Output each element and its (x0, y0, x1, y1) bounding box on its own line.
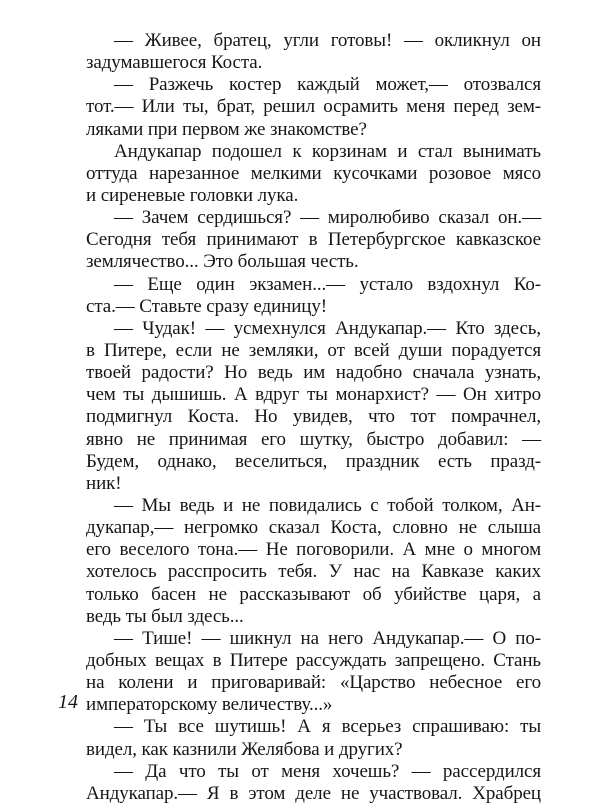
text-line: ник! (86, 472, 122, 494)
text-line: чем ты дышишь. А вдруг ты монархист? — Он хитро (86, 384, 541, 406)
page-number: 14 (58, 691, 78, 713)
text-line: подмигнул Коста. Но увидев, что тот помрачнел, (86, 406, 541, 428)
text-line: — Еще один экзамен...— устало вздохнул Ко- (114, 273, 541, 295)
text-line: только басен не рассказывают об убийстве царя, а (86, 583, 541, 605)
text-line: — Да что ты от меня хочешь? — рассердился (114, 760, 541, 782)
text-line: Андукапар подошел к корзинам и стал вынимать (114, 140, 541, 162)
text-line: Андукапар.— Я в этом деле не участвовал. Храбрец (86, 782, 541, 804)
text-line: и сиреневые головки лука. (86, 184, 299, 206)
text-line: — Живее, братец, угли готовы! — окликнул он (114, 30, 541, 51)
text-line: твоей радости? Но ведь им надобно сначала узнать, (86, 362, 541, 384)
text-line: оттуда нарезанное мелкими кусочками розовое мясо (86, 162, 541, 184)
text-line: добных вещах в Питере рассуждать запрещено. Стань (86, 649, 541, 671)
text-line: землячество... Это большая честь. (86, 251, 359, 273)
text-line: ста.— Ставьте сразу единицу! (86, 295, 327, 317)
text-line: его веселого тона.— Не поговорили. А мне о многом (86, 539, 541, 561)
text-line: — Мы ведь и не повидались с тобой толком, Ан- (114, 494, 541, 516)
text-line: в Питере, если не земляки, от всей души порадуется (86, 339, 541, 361)
text-line: ведь ты был здесь... (86, 605, 244, 627)
text-line: Будем, однако, веселиться, праздник есть празд- (86, 450, 541, 472)
text-line: хотелось расспросить тебя. У нас на Кавказе каких (86, 561, 541, 583)
text-line: — Разжечь костер каждый может,— отозвался (114, 74, 541, 96)
text-line: на колени и приговаривай: «Царство небесное его (86, 672, 541, 694)
text-line: ляками при первом же знакомстве? (86, 118, 367, 140)
text-line: — Тише! — шикнул на него Андукапар.— О по- (114, 627, 541, 649)
text-line: задумавшегося Коста. (86, 52, 263, 74)
text-line: видел, как казнили Желябова и других? (86, 738, 403, 760)
text-line: — Чудак! — усмехнулся Андукапар.— Кто здесь, (114, 317, 541, 339)
text-line: тот.— Или ты, брат, решил осрамить меня перед зем- (86, 96, 541, 118)
text-line: — Зачем сердишься? — миролюбиво сказал он.— (114, 207, 541, 229)
text-line: дукапар,— негромко сказал Коста, словно не слыша (86, 517, 541, 539)
body-text (86, 30, 541, 805)
text-line: императорскому величеству...» (86, 694, 333, 716)
text-line: явно не принимая его шутку, быстро добавил: — (86, 428, 541, 450)
text-line: — Ты все шутишь! А я всерьез спрашиваю: ты (114, 716, 541, 738)
text-line: Сегодня тебя принимают в Петербургское кавказское (86, 229, 541, 251)
